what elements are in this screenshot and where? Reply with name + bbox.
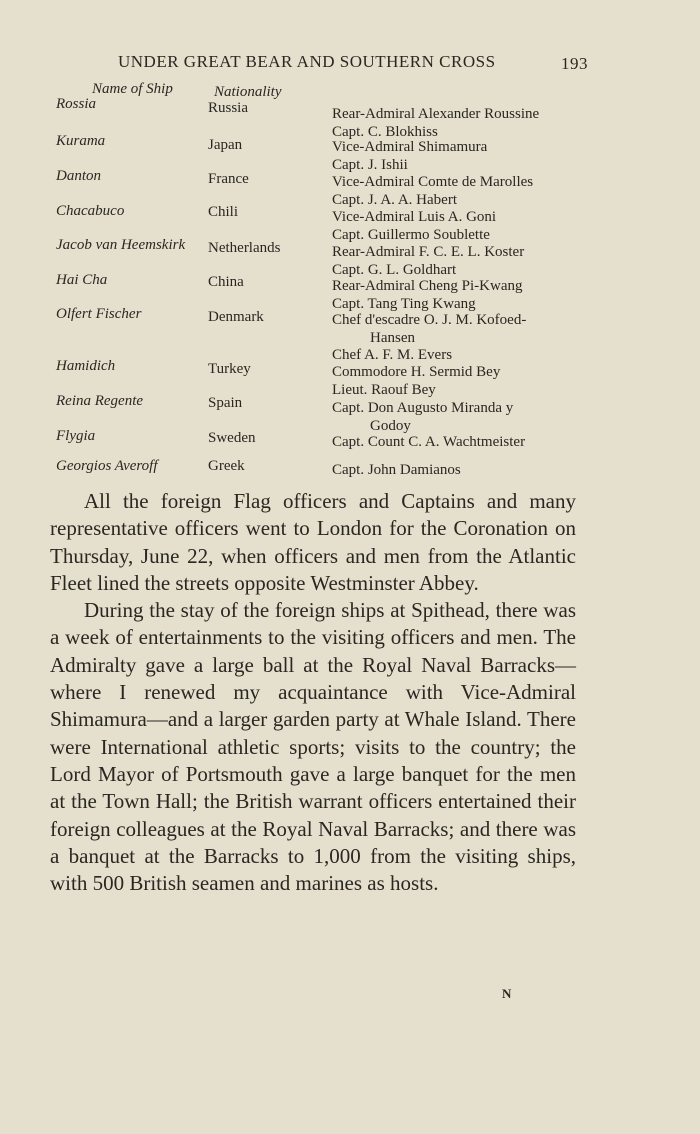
nationality: China: [208, 274, 244, 290]
officer-line: Capt. Don Augusto Miranda y: [332, 400, 514, 416]
officer-line: Hansen: [370, 329, 415, 346]
officer-line: Capt. J. Ishii: [332, 156, 408, 173]
ship-name: Hai Cha: [56, 272, 108, 288]
officer-line: Chef A. F. M. Evers: [332, 347, 453, 363]
ship-name: Georgios Averoff: [56, 458, 158, 474]
officers: [332, 462, 588, 480]
officers: [332, 174, 588, 209]
nationality: Turkey: [208, 361, 251, 377]
paragraph: All the foreign Flag officers and Captains and many representative officers went to London for the Coronation on Thursday, June 22, when officers and men from the Atlantic Fleet lined the streets opposite Westminster Abbey.: [50, 489, 576, 595]
officer-line: Godoy: [370, 417, 411, 434]
ship-name: Hamidich: [56, 358, 116, 374]
officer-line: Capt. Guillermo Soublette: [332, 226, 490, 243]
nationality: Sweden: [208, 430, 256, 446]
ship-name: Olfert Fischer: [56, 306, 142, 322]
nationality: Denmark: [208, 309, 264, 325]
officers: [332, 106, 588, 141]
ship-name: Chacabuco: [56, 203, 125, 219]
officers: [332, 139, 588, 174]
officer-line: Lieut. Raouf Bey: [332, 381, 436, 398]
column-header-ship: Name of Ship: [92, 81, 173, 97]
officers: [332, 434, 588, 452]
ship-name: Reina Regente: [56, 393, 144, 409]
nationality: Greek: [208, 458, 245, 474]
nationality: Spain: [208, 395, 243, 411]
ship-name: Flygia: [56, 428, 96, 444]
officer-line: Capt. Count C. A. Wachtmeister: [332, 434, 526, 450]
page-number: 193: [561, 54, 588, 73]
ship-name: Rossia: [56, 96, 97, 112]
nationality: Netherlands: [208, 240, 281, 256]
nationality: Chili: [208, 204, 239, 220]
nationality: France: [208, 171, 249, 187]
running-title: UNDER GREAT BEAR AND SOUTHERN CROSS: [118, 52, 496, 71]
officers: [332, 364, 588, 399]
officer-line: Vice-Admiral Luis A. Goni: [332, 209, 497, 225]
officer-line: Vice-Admiral Shimamura: [332, 139, 488, 155]
nationality: Japan: [208, 137, 243, 153]
ship-name: Kurama: [56, 133, 106, 149]
nationality: Russia: [208, 100, 249, 116]
ship-name: Danton: [56, 168, 101, 184]
ship-name: Jacob van Heemskirk: [56, 237, 186, 253]
officer-line: Rear-Admiral Cheng Pi-Kwang: [332, 278, 523, 294]
officers: [332, 312, 588, 365]
body-text: [50, 488, 576, 897]
signature-mark: N: [502, 986, 512, 1001]
officers: [332, 209, 588, 244]
officer-line: Capt. G. L. Goldhart: [332, 261, 457, 278]
officer-line: Rear-Admiral F. C. E. L. Koster: [332, 244, 525, 260]
officer-line: Vice-Admiral Comte de Marolles: [332, 174, 534, 190]
officer-line: Commodore H. Sermid Bey: [332, 364, 501, 380]
officer-line: Rear-Admiral Alexander Roussine: [332, 106, 540, 122]
officers: [332, 278, 588, 313]
officer-line: Capt. Tang Ting Kwang: [332, 295, 476, 312]
officer-line: Capt. John Damianos: [332, 462, 461, 478]
officers: [332, 244, 588, 279]
officer-line: Capt. C. Blokhiss: [332, 123, 438, 140]
officers: [332, 400, 588, 435]
officer-line: Chef d'escadre O. J. M. Kofoed-: [332, 312, 527, 328]
column-header-nationality: Nationality: [214, 84, 282, 100]
paragraph: During the stay of the foreign ships at Spithead, there was a week of entertainments to the visiting officers and men. The Admiralty gave a large ball at the Royal Naval Barracks—where I renewed my acquaintance with Vice-Admiral Shimamura—and a larger garden party at Whale Island. There were International athletic sports; visits to the country; the Lord Mayor of Portsmouth gave a large banquet for the men at the Town Hall; the British warrant officers entertained their foreign colleagues at the Royal Naval Barracks; and there was a banquet at the Barracks to 1,000 from the visiting ships, with 500 British seamen and marines as hosts.: [50, 598, 576, 896]
officer-line: Capt. J. A. A. Habert: [332, 191, 457, 208]
